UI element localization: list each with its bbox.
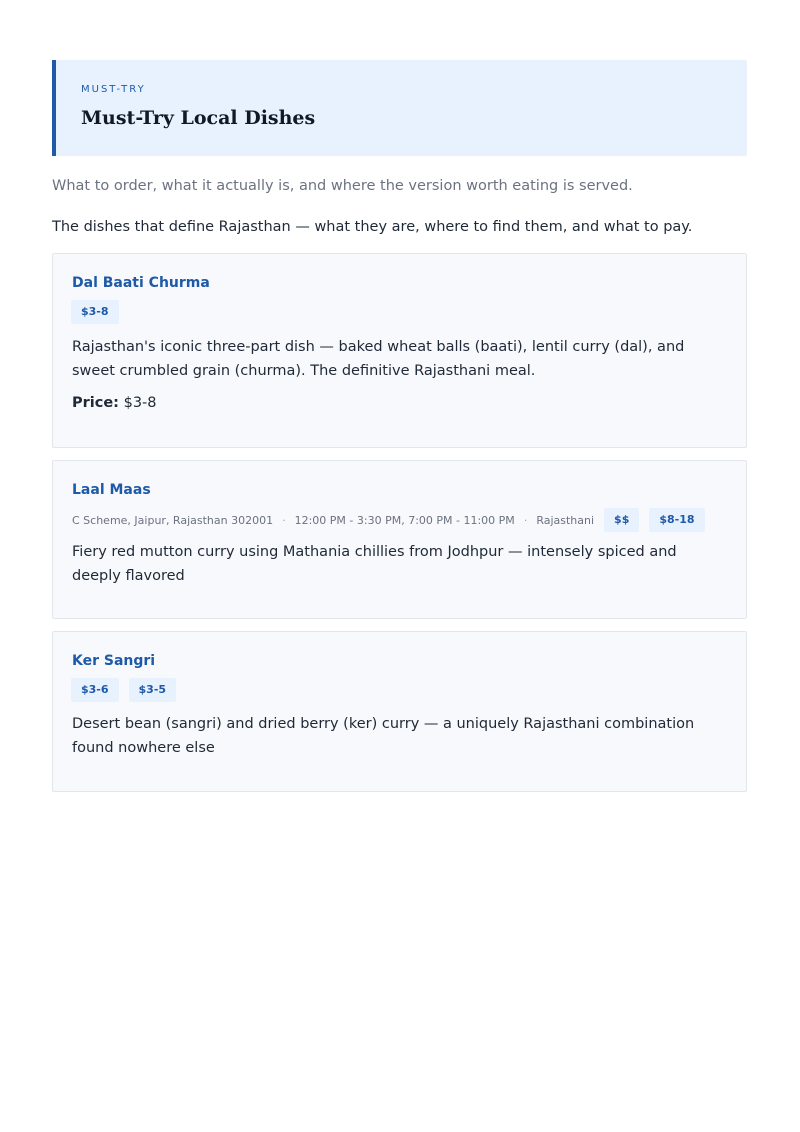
price-line — [72, 395, 157, 411]
badge-row — [71, 300, 119, 324]
meta-separator: · — [523, 513, 528, 527]
dish-description: Rajasthan's iconic three-part dish — baked wheat balls (baati), lentil curry (dal), and sweet crumbled grain (churma). The definitive Rajasthani meal. — [72, 339, 685, 379]
section-title: Must-Try Local Dishes — [81, 107, 316, 129]
meta-separator: · — [282, 513, 286, 527]
dish-name: Ker Sangri — [72, 653, 156, 669]
dish-card-dal-baati-churma — [52, 253, 747, 448]
section-eyebrow: MUST-TRY — [81, 84, 146, 95]
price-value: $3-8 — [123, 395, 157, 411]
price-level-badge: $$ — [604, 508, 639, 532]
dish-description: Fiery red mutton curry using Mathania chillies from Jodhpur — intensely spiced and deeply flavored — [72, 544, 677, 584]
dish-card-laal-maas — [52, 460, 747, 619]
dish-name: Laal Maas — [72, 482, 151, 498]
section-header — [52, 60, 747, 156]
price-label: Price: — [72, 395, 119, 411]
dish-name: Dal Baati Churma — [72, 275, 210, 291]
section-subtitle: What to order, what it actually is, and where the version worth eating is served. — [52, 178, 633, 194]
restaurant-hours: 12:00 PM - 3:30 PM, 7:00 PM - 11:00 PM — [294, 513, 515, 527]
price-badge: $3-5 — [129, 678, 177, 702]
badge-row — [71, 678, 176, 702]
page-content — [52, 60, 747, 756]
price-badge: $3-6 — [71, 678, 119, 702]
restaurant-cuisine: Rajasthani — [536, 513, 595, 527]
restaurant-meta — [72, 508, 705, 532]
restaurant-address: C Scheme, Jaipur, Rajasthan 302001 — [72, 513, 274, 527]
dish-description: Desert bean (sangri) and dried berry (ker) curry — a uniquely Rajasthani combination found nowhere else — [72, 716, 695, 756]
section-intro: The dishes that define Rajasthan — what they are, where to find them, and what to pay. — [52, 219, 693, 235]
price-badge: $3-8 — [71, 300, 119, 324]
price-badge: $8-18 — [649, 508, 704, 532]
dish-card-ker-sangri — [52, 631, 747, 792]
